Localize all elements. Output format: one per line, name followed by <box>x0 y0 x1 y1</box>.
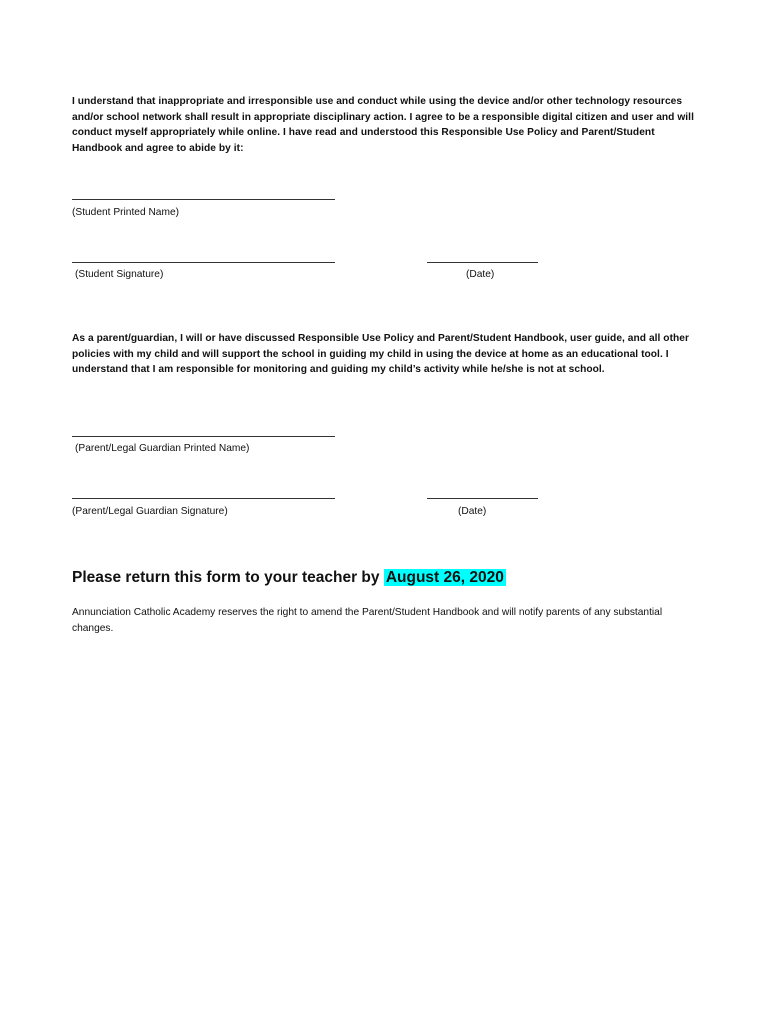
return-form-prefix: Please return this form to your teacher by <box>72 569 384 586</box>
student-printed-name-line[interactable] <box>72 199 335 200</box>
parent-date-line[interactable] <box>427 498 538 499</box>
student-signature-label: (Student Signature) <box>75 269 164 280</box>
student-signature-line[interactable] <box>72 262 335 263</box>
handbook-amendment-notice: Annunciation Catholic Academy reserves the right to amend the Parent/Student Handbook and will notify parents of any substantial changes. <box>72 607 663 634</box>
parent-signature-label: (Parent/Legal Guardian Signature) <box>72 506 228 517</box>
student-printed-name-label: (Student Printed Name) <box>72 207 180 218</box>
student-date-label: (Date) <box>466 269 495 280</box>
return-deadline-date: August 26, 2020 <box>385 569 504 586</box>
parent-signature-line[interactable] <box>72 498 335 499</box>
parent-date-label: (Date) <box>458 506 487 517</box>
parent-printed-name-line[interactable] <box>72 436 335 437</box>
parent-agreement-text: As a parent/guardian, I will or have discussed Responsible Use Policy and Parent/Student Handbook, user guide, and all other policies with my child and will support the school in guiding my child in using the device at home as an educational tool. I understand that I am responsible for monitoring and guiding my child’s activity while he/she is not at school. <box>72 333 690 376</box>
parent-printed-name-label: (Parent/Legal Guardian Printed Name) <box>75 443 250 454</box>
student-date-line[interactable] <box>427 262 538 263</box>
return-form-heading <box>72 566 506 590</box>
student-agreement-text: I understand that inappropriate and irresponsible use and conduct while using the device and/or other technology resources and/or school network shall result in appropriate disciplinary action. I agree to be a responsible digital citizen and user and will conduct myself appropriately while online. I have read and understood this Responsible Use Policy and Parent/Student Handbook and agree to abide by it: <box>72 96 694 154</box>
